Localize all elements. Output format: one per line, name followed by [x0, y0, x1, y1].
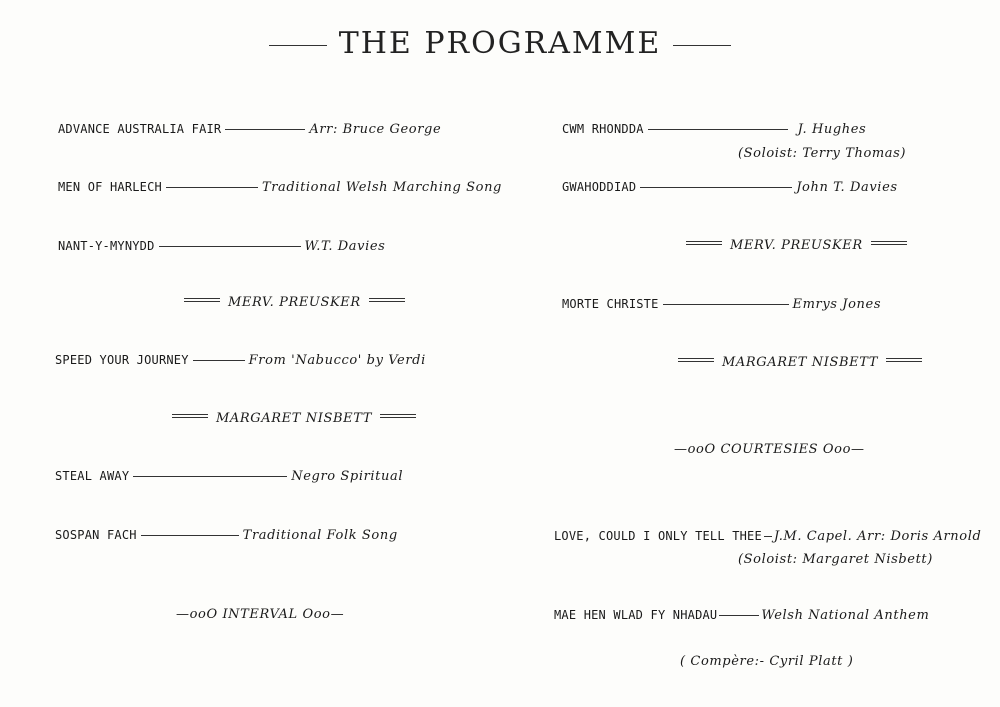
double-rule: [172, 414, 208, 418]
performer-name: MERV. PREUSKER: [228, 295, 361, 310]
song-credit: J.M. Capel. Arr: Doris Arnold: [773, 529, 982, 544]
song-credit: Welsh National Anthem: [761, 608, 930, 623]
song-credit: Traditional Folk Song: [242, 528, 398, 543]
soloist-note: [738, 551, 933, 568]
leader-line: [225, 129, 305, 130]
programme-item: [562, 296, 881, 313]
leader-line: [640, 187, 792, 188]
song-credit: W.T. Davies: [304, 239, 386, 254]
song-title: CWM RHONDDA: [562, 122, 644, 136]
programme-item: [55, 468, 403, 485]
courtesies-marker: [674, 441, 865, 458]
soloist-text: (Soloist: Terry Thomas): [738, 146, 907, 161]
song-credit: Negro Spiritual: [291, 469, 404, 484]
programme-item: [58, 121, 441, 138]
interval-text: —ooO INTERVAL Ooo—: [176, 607, 345, 622]
song-credit: John T. Davies: [796, 180, 898, 195]
soloist-text: (Soloist: Margaret Nisbett): [738, 552, 933, 567]
song-credit: Arr: Bruce George: [309, 122, 442, 137]
leader-line: [159, 246, 301, 247]
song-title: GWAHODDIAD: [562, 180, 637, 194]
compere-text: ( Compère:- Cyril Platt ): [680, 654, 854, 669]
song-title: MAE HEN WLAD FY NHADAU: [554, 608, 718, 622]
leader-line: [663, 304, 789, 305]
song-title: ADVANCE AUSTRALIA FAIR: [58, 122, 222, 136]
programme-item: [58, 179, 502, 196]
double-rule: [871, 241, 907, 245]
performer-name: MARGARET NISBETT: [722, 355, 878, 370]
performer-heading: [164, 410, 424, 427]
performer-heading: [670, 354, 930, 371]
performer-heading: [176, 294, 413, 311]
double-rule: [678, 358, 714, 362]
programme-item: [554, 528, 981, 545]
song-credit: From 'Nabucco' by Verdi: [248, 353, 426, 368]
programme-item: [554, 607, 929, 624]
double-rule: [380, 414, 416, 418]
compere-credit: [680, 653, 853, 670]
double-rule: [686, 241, 722, 245]
performer-name: MARGARET NISBETT: [216, 411, 372, 426]
song-title: MORTE CHRISTE: [562, 297, 659, 311]
song-credit: Emrys Jones: [792, 297, 882, 312]
double-rule: [886, 358, 922, 362]
title-rule-right: [673, 45, 731, 46]
programme-item: [562, 121, 866, 138]
courtesies-text: —ooO COURTESIES Ooo—: [674, 442, 865, 457]
song-title: SOSPAN FACH: [55, 528, 137, 542]
song-title: MEN OF HARLECH: [58, 180, 162, 194]
song-title: STEAL AWAY: [55, 469, 130, 483]
programme-item: [55, 352, 426, 369]
interval-marker: [176, 606, 344, 623]
song-credit: J. Hughes: [797, 122, 867, 137]
programme-item: [58, 238, 385, 255]
double-rule: [369, 298, 405, 302]
programme-item: [562, 179, 898, 196]
title-text: THE PROGRAMME: [338, 26, 662, 61]
song-title: LOVE, COULD I ONLY TELL THEE: [554, 529, 762, 543]
leader-line: [719, 615, 759, 616]
leader-line: [764, 536, 772, 537]
double-rule: [184, 298, 220, 302]
leader-line: [193, 360, 245, 361]
performer-name: MERV. PREUSKER: [730, 238, 863, 253]
programme-item: [55, 527, 398, 544]
song-title: NANT-Y-MYNYDD: [58, 239, 155, 253]
soloist-note: [738, 145, 906, 162]
song-credit: Traditional Welsh Marching Song: [261, 180, 502, 195]
performer-heading: [678, 237, 915, 254]
title-rule-left: [269, 45, 327, 46]
leader-line: [648, 129, 788, 130]
leader-line: [141, 535, 239, 536]
song-title: SPEED YOUR JOURNEY: [55, 353, 189, 367]
leader-line: [166, 187, 258, 188]
programme-title: [0, 26, 1000, 61]
leader-line: [133, 476, 287, 477]
